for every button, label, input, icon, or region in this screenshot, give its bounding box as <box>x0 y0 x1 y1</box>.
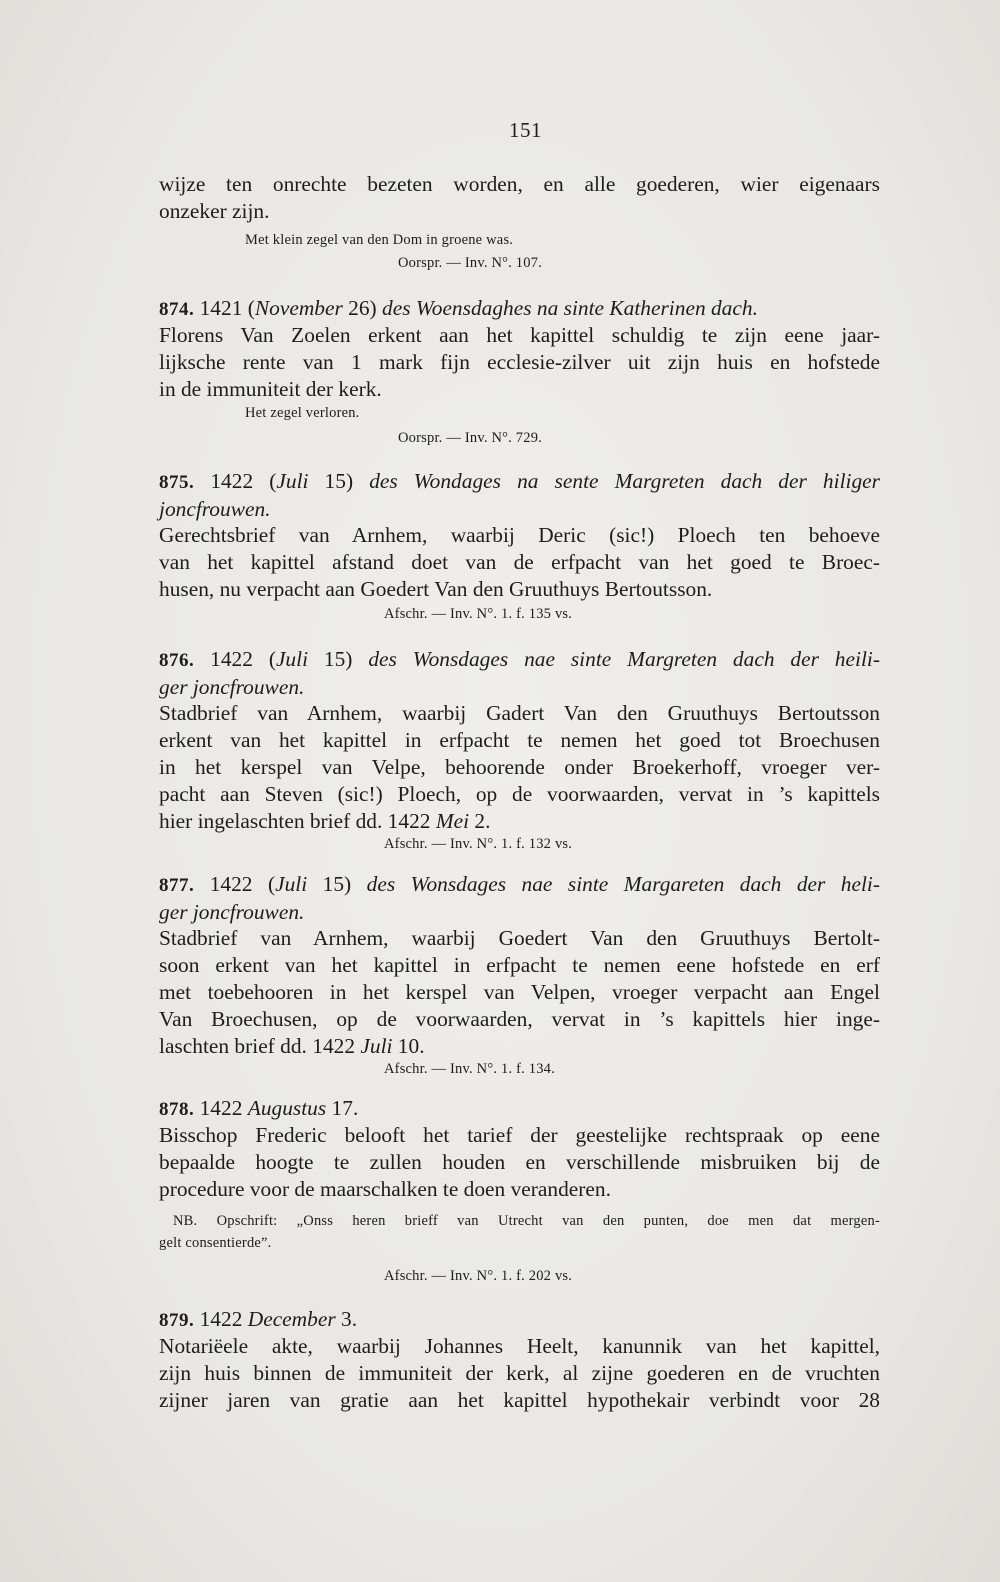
entry-877-body-5: laschten brief dd. 1422 Juli 10. <box>159 1034 425 1058</box>
entry-879-body-3: zijner jaren van gratie aan het kapittel hypothekair verbindt voor 28 <box>159 1388 880 1412</box>
entry-877-heading: 877. 1422 (Juli 15) des Wonsdages nae sinte Margareten dach der heli- ger joncfrouwen. <box>159 872 880 925</box>
intro-line-2: onzeker zijn. <box>159 199 270 223</box>
entry-874-body-3: in de immuniteit der kerk. <box>159 377 382 401</box>
entry-876-body-3: in het kerspel van Velpe, behoorende onder Broekerhoff, vroeger ver- <box>159 755 880 779</box>
entry-879-body-2: zijn huis binnen de immuniteit der kerk, al zijne goederen en de vruchten <box>159 1361 880 1385</box>
entry-878-source: Afschr. — Inv. N°. 1. f. 202 vs. <box>384 1268 573 1284</box>
entry-875-heading: 875. 1422 (Juli 15) des Wondages na sente Margreten dach der hiliger joncfrouwen. <box>159 469 880 522</box>
entry-875-body-2: van het kapittel afstand doet van de erfpacht van het goed te Broec- <box>159 550 880 574</box>
entry-number: 874. <box>159 299 195 320</box>
intro-line-1: wijze ten onrechte bezeten worden, en alle goederen, wier eigenaars <box>159 172 880 196</box>
intro-source: Oorspr. — Inv. N°. 107. <box>398 255 542 271</box>
entry-877-body-3: met toebehooren in het kerspel van Velpen, vroeger verpacht aan Engel <box>159 980 880 1004</box>
entry-874-body-2: lijksche rente van 1 mark fijn ecclesie-zilver uit zijn huis en hofstede <box>159 350 880 374</box>
entry-number: 878. <box>159 1099 195 1120</box>
entry-878-body-1: Bisschop Frederic belooft het tarief der geestelijke rechtspraak op eene <box>159 1123 880 1147</box>
page-number: 151 <box>509 118 542 142</box>
entry-878-heading: 878. 1422 Augustus 17. <box>159 1096 359 1120</box>
entry-878-note-2: gelt consentierde”. <box>159 1235 272 1251</box>
entry-number: 875. <box>159 472 195 493</box>
entry-number: 879. <box>159 1310 195 1331</box>
entry-876-body-1: Stadbrief van Arnhem, waarbij Gadert Van den Gruuthuys Bertoutsson <box>159 701 880 725</box>
entry-number: 876. <box>159 650 195 671</box>
entry-877-body-2: soon erkent van het kapittel in erfpacht te nemen eene hofstede en erf <box>159 953 880 977</box>
entry-877-body-1: Stadbrief van Arnhem, waarbij Goedert Van den Gruuthuys Bertolt- <box>159 926 880 950</box>
entry-878-note-1: NB. Opschrift: „Onss heren brieff van Utrecht van den punten, doe men dat mergen- <box>173 1213 880 1229</box>
entry-876-source: Afschr. — Inv. N°. 1. f. 132 vs. <box>384 836 573 852</box>
entry-876-heading: 876. 1422 (Juli 15) des Wonsdages nae sinte Margreten dach der heili- ger joncfrouwen. <box>159 647 880 700</box>
entry-875-source: Afschr. — Inv. N°. 1. f. 135 vs. <box>384 606 573 622</box>
entry-876-body-4: pacht aan Steven (sic!) Ploech, op de voorwaarden, vervat in ’s kapittels <box>159 782 880 806</box>
entry-879-body-1: Notariëele akte, waarbij Johannes Heelt, kanunnik van het kapittel, <box>159 1334 880 1358</box>
entry-876-body-2: erkent van het kapittel in erfpacht te nemen het goed tot Broechusen <box>159 728 880 752</box>
entry-877-body-4: Van Broechusen, op de voorwaarden, vervat in ’s kapittels hier inge- <box>159 1007 880 1031</box>
entry-number: 877. <box>159 875 195 896</box>
entry-875-body-1: Gerechtsbrief van Arnhem, waarbij Deric (sic!) Ploech ten behoeve <box>159 523 880 547</box>
entry-874-source: Oorspr. — Inv. N°. 729. <box>398 430 542 446</box>
intro-note: Met klein zegel van den Dom in groene was. <box>245 232 514 248</box>
entry-879-heading: 879. 1422 December 3. <box>159 1307 358 1331</box>
entry-878-body-2: bepaalde hoogte te zullen houden en verschillende misbruiken bij de <box>159 1150 880 1174</box>
entry-874-body-1: Florens Van Zoelen erkent aan het kapittel schuldig te zijn eene jaar- <box>159 323 880 347</box>
entry-874-note: Het zegel verloren. <box>245 405 360 421</box>
entry-876-body-5: hier ingelaschten brief dd. 1422 Mei 2. <box>159 809 491 833</box>
entry-877-source: Afschr. — Inv. N°. 1. f. 134. <box>384 1061 555 1077</box>
entry-878-body-3: procedure voor de maarschalken te doen veranderen. <box>159 1177 611 1201</box>
entry-875-body-3: husen, nu verpacht aan Goedert Van den Gruuthuys Bertoutsson. <box>159 577 713 601</box>
entry-874-heading: 874. 1421 (November 26) des Woensdaghes na sinte Katherinen dach. <box>159 296 758 320</box>
